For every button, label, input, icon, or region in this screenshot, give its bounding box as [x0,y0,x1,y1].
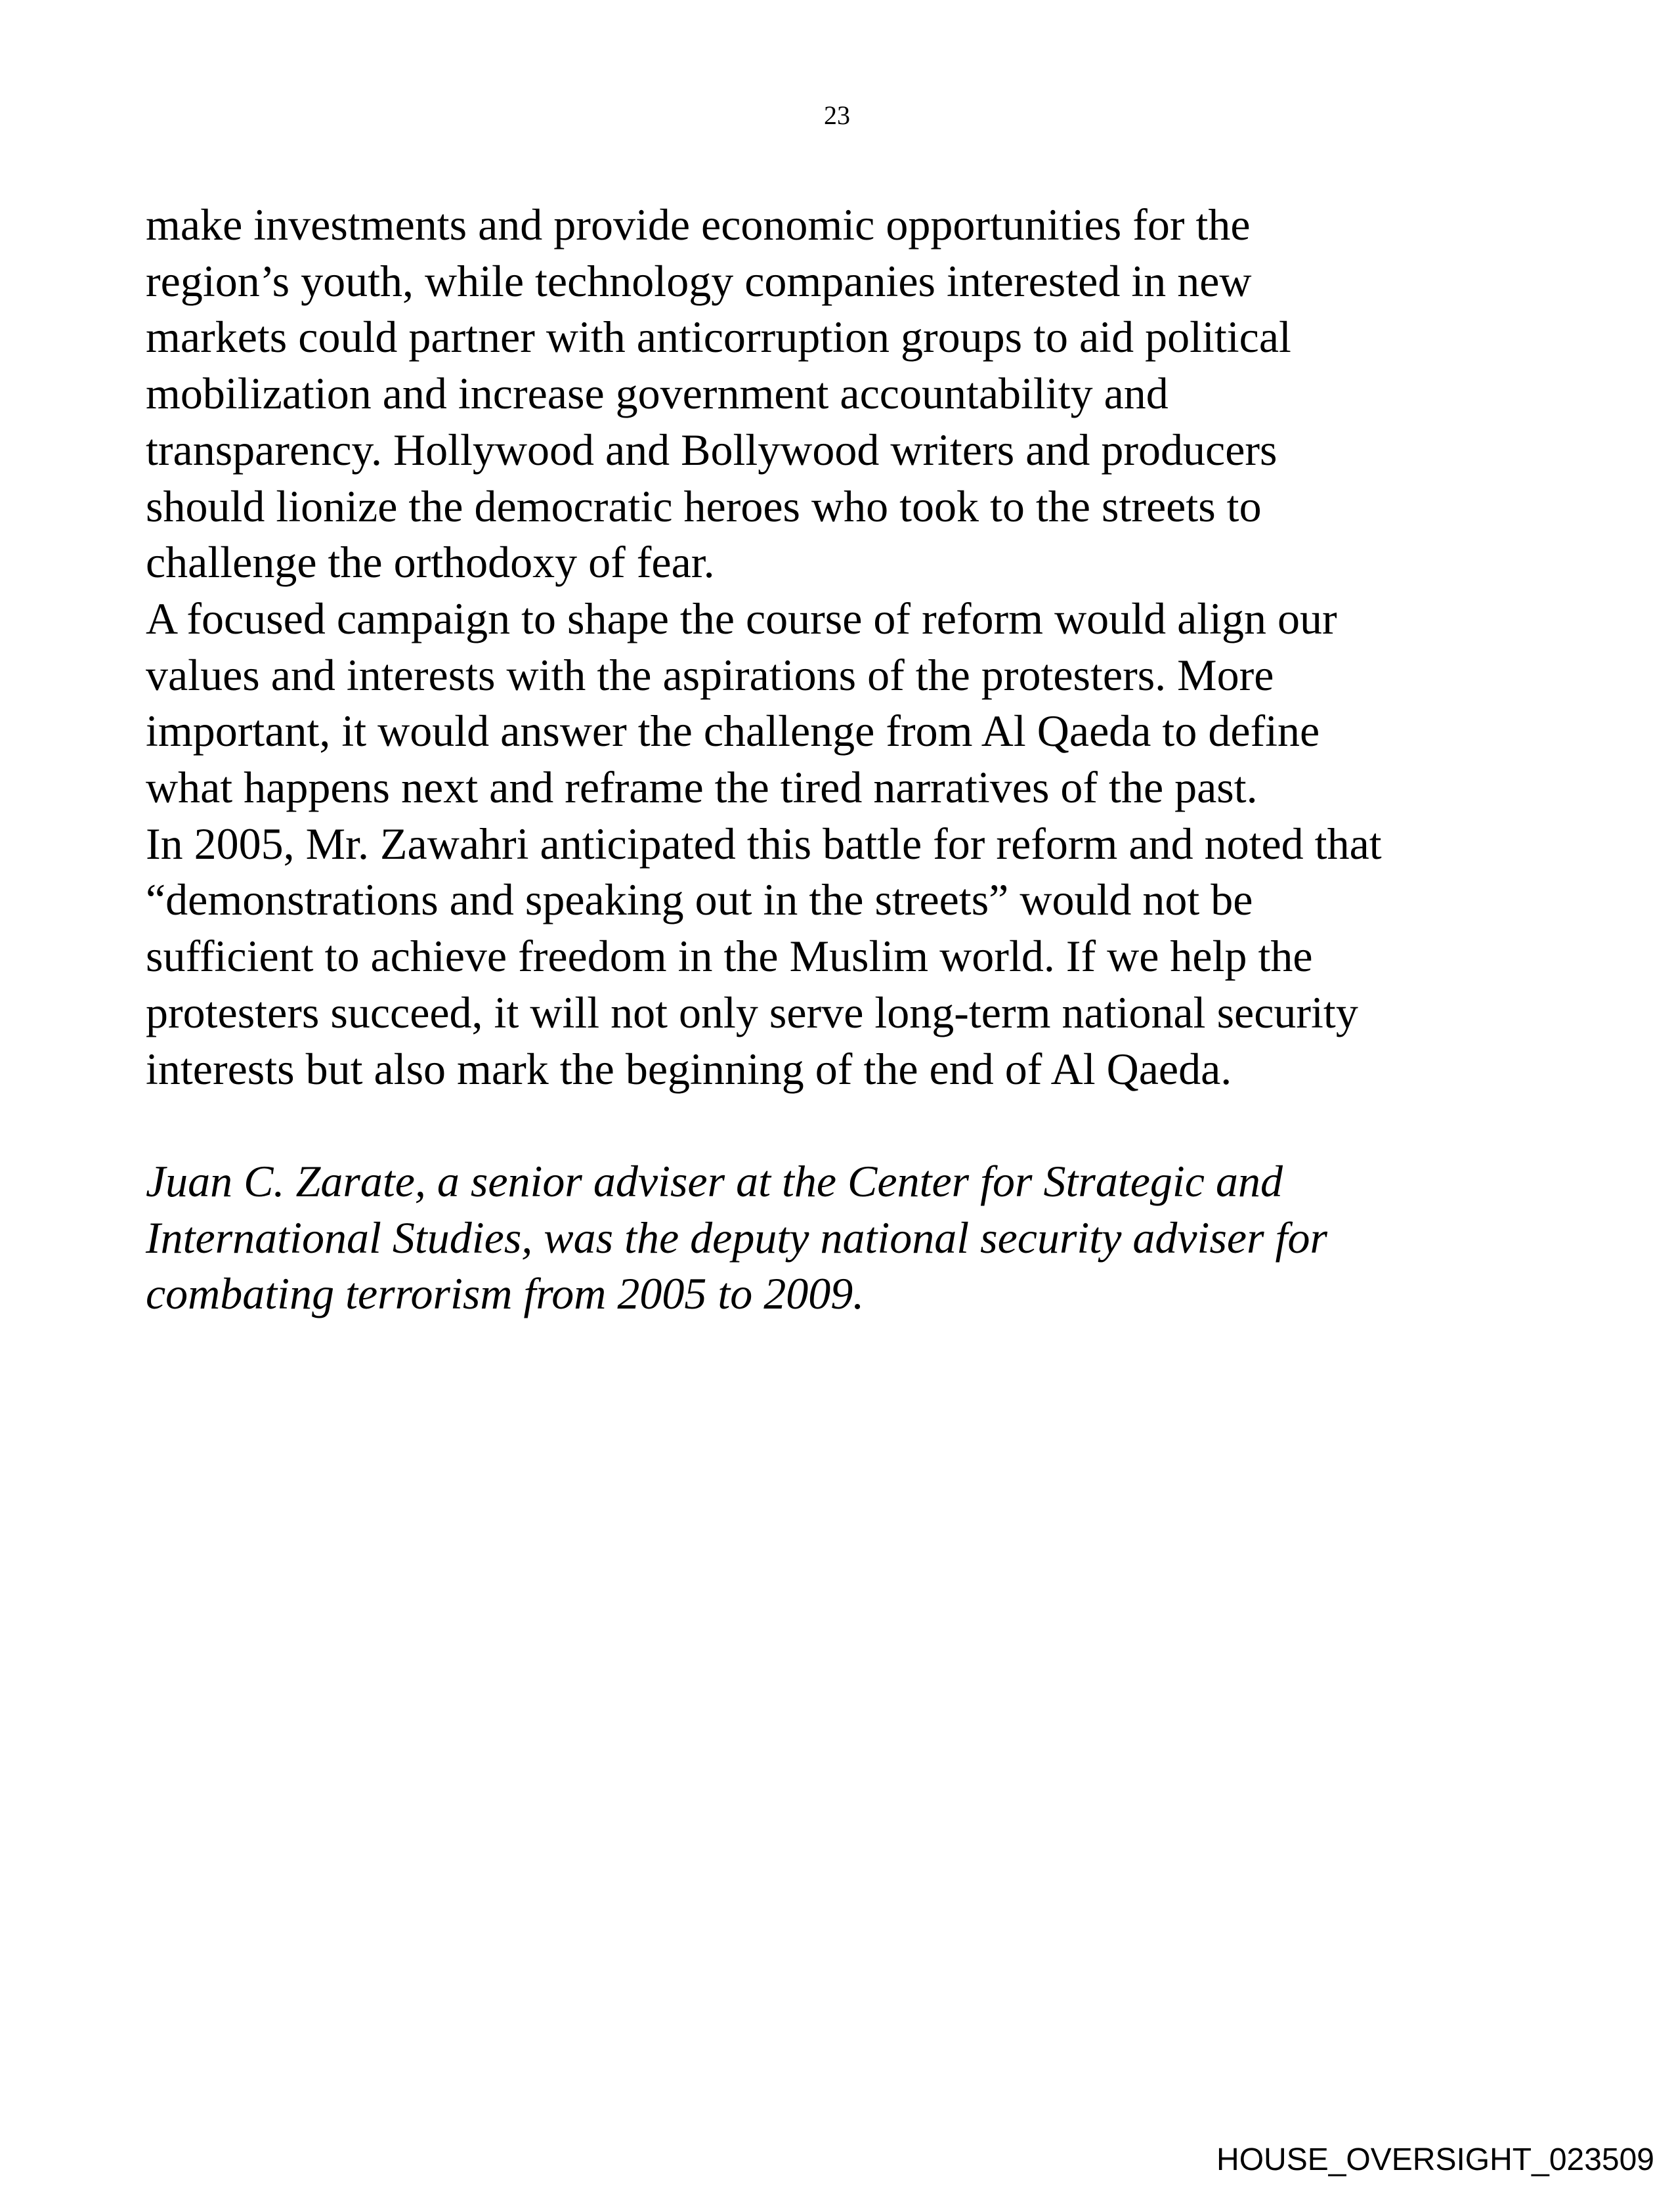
page-number: 23 [824,100,850,130]
article-body [146,197,1557,1097]
body-line: protesters succeed, it will not only serve long-term national security [146,987,1358,1037]
body-line: what happens next and reframe the tired narratives of the past. [146,762,1258,813]
body-line: interests but also mark the beginning of the end of Al Qaeda. [146,1043,1232,1094]
bio-line: combating terrorism from 2005 to 2009. [146,1269,865,1319]
body-line: sufficient to achieve freedom in the Muslim world. If we help the [146,931,1313,982]
body-line: “demonstrations and speaking out in the streets” would not be [146,875,1253,925]
author-bio [146,1154,1557,1322]
body-line: In 2005, Mr. Zawahri anticipated this battle for reform and noted that [146,818,1382,869]
body-line: should lionize the democratic heroes who took to the streets to [146,481,1262,531]
body-line: region’s youth, while technology companies interested in new [146,255,1252,306]
body-line: markets could partner with anticorruption groups to aid political [146,312,1291,362]
body-line: transparency. Hollywood and Bollywood writers and producers [146,424,1277,475]
body-line: important, it would answer the challenge from Al Qaeda to define [146,706,1320,756]
body-line: A focused campaign to shape the course of reform would align our [146,593,1337,643]
bio-line: Juan C. Zarate, a senior adviser at the Center for Strategic and [146,1156,1283,1206]
document-id: HOUSE_OVERSIGHT_023509 [1216,2142,1654,2177]
bio-line: International Studies, was the deputy national security adviser for [146,1212,1327,1263]
body-line: make investments and provide economic opportunities for the [146,200,1251,249]
body-line: values and interests with the aspirations of the protesters. More [146,649,1274,700]
body-line: mobilization and increase government accountability and [146,368,1169,419]
body-line: challenge the orthodoxy of fear. [146,537,715,588]
